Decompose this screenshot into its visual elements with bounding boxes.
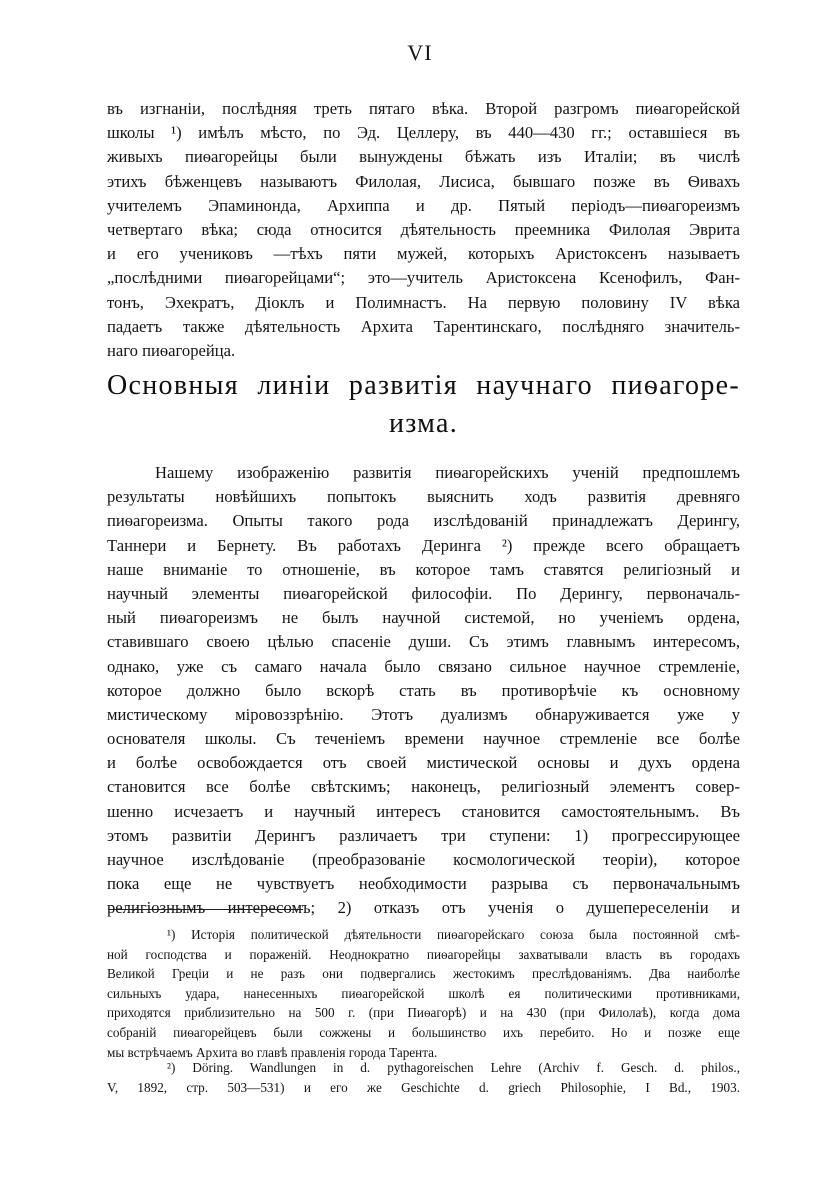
text-line: мистическому міровоззрѣнію. Этотъ дуализмъ обнаруживается уже у xyxy=(107,704,740,724)
text-line: научный элементы пиѳагорейской философіи. По Дерингу, первоначаль- xyxy=(107,583,740,603)
text-line: пиѳагореизма. Опыты такого рода изслѣдованій принадлежатъ Дерингу, xyxy=(107,511,740,531)
section-heading xyxy=(107,367,740,443)
text-line: Таннери и Бернету. Въ работахъ Деринга ²) прежде всего обращаетъ xyxy=(107,535,740,555)
text-line: пока еще не чувствуетъ необходимости разрыва съ первоначальнымъ xyxy=(107,874,740,894)
text-line: „послѣдними пиѳагорейцами“; это—учитель Аристоксена Ксенофилъ, Фан- xyxy=(107,268,740,288)
text-line: шенно исчезаетъ и научный интересъ становится самостоятельнымъ. Въ xyxy=(107,801,740,821)
text-line: основателя школы. Съ теченіемъ времени научное стремленіе все болѣе xyxy=(107,729,740,749)
footnote-line: сильныхъ удара, нанесенныхъ пиѳагорейской школѣ ея политическими противниками, xyxy=(107,985,740,1001)
paragraph-1 xyxy=(107,97,740,363)
footnote-line: собраній пиѳагорейцевъ были сожжены и большинство ихъ перебито. Но и позже еще xyxy=(107,1024,740,1040)
text-line: ный пиѳагореизмъ не былъ научной системой, но ученіемъ ордена, xyxy=(107,608,740,628)
text-line: результаты новѣйшихъ попытокъ выяснить ходъ развитія древняго xyxy=(107,487,740,507)
text-line: четвертаго вѣка; сюда относится дѣятельность преемника Филолая Эврита xyxy=(107,219,740,239)
text-line: наго пиѳагорейца. xyxy=(107,340,236,360)
footnote-2 xyxy=(107,1058,740,1097)
text-line: Нашему изображенію развитія пиѳагорейскихъ ученій предпошлемъ xyxy=(155,463,740,482)
text-line: падаетъ также дѣятельность Архита Тарентинскаго, послѣдняго значитель- xyxy=(107,316,740,336)
text-line: становится все болѣе свѣтскимъ; наконецъ, религіозный элементъ совер- xyxy=(107,777,740,797)
text-line: религіознымъ интересомъ; 2) отказъ отъ ученія о душепереселеніи и xyxy=(107,898,740,918)
text-line: тонъ, Эхекратъ, Діоклъ и Полимнастъ. На первую половину IV вѣка xyxy=(107,292,740,312)
footnote-line: Великой Греціи и не разъ они подвергались жестокимъ преслѣдованіямъ. Два наиболѣе xyxy=(107,966,740,982)
footnote-line: мы встрѣчаемъ Архита во главѣ правленія города Тарента. xyxy=(107,1044,438,1060)
footnote-divider xyxy=(108,909,303,910)
text-line: научное изслѣдованіе (преобразованіе космологической теоріи), которое xyxy=(107,850,740,869)
text-line: учителемъ Эпаминонда, Архиппа и др. Пятый періодъ—пиѳагореизмъ xyxy=(107,195,740,215)
footnote-1 xyxy=(107,925,740,1062)
text-line: однако, уже съ самаго начала было связано сильное научное стремленіе, xyxy=(107,656,740,676)
footnote-line: ²) Döring. Wandlungen in d. pythagoreischen Lehre (Archiv f. Gesch. d. philos., xyxy=(167,1060,740,1075)
text-line: живыхъ пиѳагорейцы были вынуждены бѣжать изъ Италіи; въ числѣ xyxy=(107,147,740,167)
heading-line: изма. xyxy=(388,408,459,439)
text-line: и его учениковъ —тѣхъ пяти мужей, которыхъ Аристоксенъ называетъ xyxy=(107,244,740,264)
text-line: наше вниманіе то отношеніе, въ которое тамъ ставятся религіозный и xyxy=(107,559,740,579)
text-line: этихъ бѣженцевъ называютъ Филолая, Лисиса, бывшаго позже въ Ѳивахъ xyxy=(107,171,740,191)
text-line: въ изгнаніи, послѣдняя треть пятаго вѣка. Второй разгромъ пиѳагорейской xyxy=(107,99,740,118)
heading-line: Основныя линіи развитія научнаго пиѳагоре- xyxy=(107,370,740,401)
paragraph-2 xyxy=(107,461,740,921)
text-line: которое должно было вскорѣ стать въ противорѣчіе къ основному xyxy=(107,680,740,700)
text-line: ставившаго своею цѣлью спасеніе души. Съ этимъ главнымъ интересомъ, xyxy=(107,632,740,652)
footnote-line: ной господства и пораженій. Неоднократно пиѳагорейцы захватывали власть въ городахъ xyxy=(107,946,740,962)
footnote-line: приходятся приблизительно на 500 г. (при Пиѳагорѣ) и на 430 (при Филолаѣ), когда дома xyxy=(107,1005,740,1021)
footnote-line: ¹) Исторія политической дѣятельности пиѳагорейскаго союза была постоянной смѣ- xyxy=(167,927,740,942)
text-line: этомъ развитіи Дерингъ различаетъ три ступени: 1) прогрессирующее xyxy=(107,825,740,845)
page-number: VI xyxy=(407,40,433,65)
text-line: и болѣе освобождается отъ своей мистической основы и духъ ордена xyxy=(107,753,740,773)
text-line: школы ¹) имѣлъ мѣсто, по Эд. Целлеру, въ 440—430 гг.; оставшіеся въ xyxy=(107,123,740,143)
footnote-line: V, 1892, стр. 503—531) и его же Geschichte d. griech Philosophie, I Bd., 1903. xyxy=(107,1079,740,1095)
